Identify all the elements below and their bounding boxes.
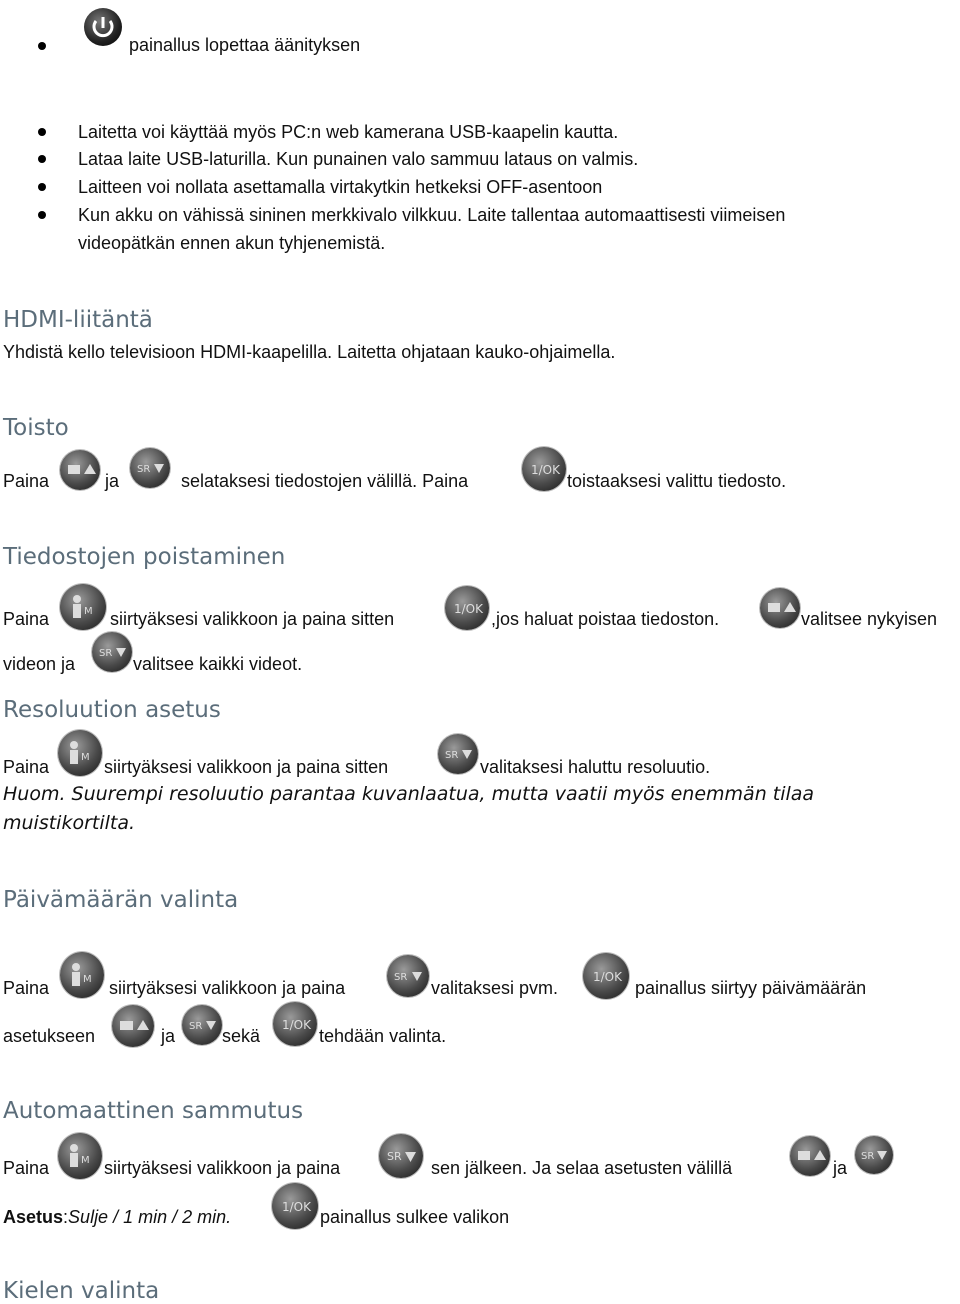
sammutus-text-2: sen jälkeen. Ja selaa asetusten välillä <box>431 1158 733 1178</box>
svg-text:SR: SR <box>189 1021 203 1032</box>
ja-label: ja <box>161 1026 176 1046</box>
svg-text:M: M <box>83 974 92 985</box>
svg-text:1/OK: 1/OK <box>282 1200 311 1214</box>
bullet-text: Laitetta voi käyttää myös PC:n web kamerana USB-kaapelin kautta. <box>78 122 619 142</box>
play-ok-button-icon <box>583 953 629 999</box>
paivamaara-text-2: valitaksesi pvm. <box>431 978 559 998</box>
record-down-button-icon <box>438 734 478 774</box>
hdmi-text: Yhdistä kello televisioon HDMI-kaapelilla. Laitetta ohjataan kauko-ohjaimella. <box>3 342 616 362</box>
svg-text:1/OK: 1/OK <box>454 602 483 616</box>
power-line-text: painallus lopettaa äänityksen <box>129 35 361 55</box>
bullet-dot <box>38 155 46 163</box>
bullet-dot <box>38 128 46 136</box>
paivamaara-text-4: asetukseen <box>3 1026 96 1046</box>
bullet-text: Kun akku on vähissä sininen merkkivalo vilkkuu. Laite tallentaa automaattisesti viimeisen <box>78 205 786 225</box>
camera-up-button-icon <box>112 1005 154 1047</box>
bullet-text: Laitteen voi nollata asettamalla virtakytkin hetkeksi OFF-asentoon <box>78 177 603 197</box>
sammutus-text-1: siirtyäksesi valikkoon ja paina <box>104 1158 341 1178</box>
ja-label: ja <box>833 1158 848 1178</box>
resoluutio-text-1: siirtyäksesi valikkoon ja paina sitten <box>104 757 389 777</box>
svg-text:SR: SR <box>445 750 459 761</box>
play-ok-button-icon <box>272 1183 318 1229</box>
asetus-label: Asetus <box>3 1207 64 1227</box>
poisto-text-4: videon ja <box>3 654 76 674</box>
toisto-heading: Toisto <box>3 415 69 441</box>
svg-text:M: M <box>81 1155 90 1166</box>
paivamaara-text-1: siirtyäksesi valikkoon ja paina <box>109 978 346 998</box>
svg-text:1/OK: 1/OK <box>593 970 622 984</box>
asetus-colon: : <box>63 1207 69 1227</box>
paivamaara-heading: Päivämäärän valinta <box>3 887 239 913</box>
resoluutio-text-2: valitaksesi haluttu resoluutio. <box>480 757 711 777</box>
asetus-value: Sulje / 1 min / 2 min. <box>68 1207 232 1227</box>
svg-text:1/OK: 1/OK <box>282 1018 311 1032</box>
play-ok-button-icon <box>445 586 489 630</box>
bullet-dot <box>38 211 46 219</box>
record-down-button-icon <box>92 632 132 672</box>
poisto-heading: Tiedostojen poistaminen <box>3 544 286 570</box>
record-down-button-icon <box>855 1136 893 1174</box>
svg-text:SR: SR <box>387 1150 402 1163</box>
power-button-icon <box>84 8 122 46</box>
poisto-text-2: ,jos haluat poistaa tiedoston. <box>491 609 720 629</box>
menu-button-icon <box>58 730 102 776</box>
toisto-text-2: toistaaksesi valittu tiedosto. <box>567 471 787 491</box>
ja-label: ja <box>105 471 120 491</box>
poisto-text-3: valitsee nykyisen <box>801 609 938 629</box>
svg-text:SR: SR <box>394 972 408 983</box>
resoluutio-note-line-1: Huom. Suurempi resoluutio parantaa kuvanlaatua, mutta vaatii myös enemmän tilaa <box>3 783 815 805</box>
record-down-button-icon <box>379 1134 423 1178</box>
svg-text:SR: SR <box>861 1151 875 1162</box>
paina-label: Paina <box>3 757 50 777</box>
sammutus-text-3: painallus sulkee valikon <box>320 1207 510 1227</box>
resoluutio-note-line-2: muistikortilta. <box>3 812 136 834</box>
asetus-line <box>3 1206 231 1228</box>
paina-label: Paina <box>3 609 50 629</box>
sammutus-heading: Automaattinen sammutus <box>3 1098 304 1124</box>
poisto-text-1: siirtyäksesi valikkoon ja paina sitten <box>110 609 395 629</box>
paivamaara-text-6: tehdään valinta. <box>319 1026 447 1046</box>
bullet-dot <box>38 42 46 50</box>
paina-label: Paina <box>3 471 50 491</box>
paina-label: Paina <box>3 978 50 998</box>
camera-up-button-icon <box>760 588 800 628</box>
camera-up-button-icon <box>790 1136 830 1176</box>
bullet-text: Lataa laite USB-laturilla. Kun punainen valo sammuu lataus on valmis. <box>78 149 639 169</box>
play-ok-button-icon <box>522 447 566 491</box>
record-down-button-icon <box>130 448 170 488</box>
menu-button-icon <box>58 1133 102 1179</box>
record-down-button-icon <box>387 955 429 997</box>
camera-up-button-icon <box>60 450 100 490</box>
kieli-heading: Kielen valinta <box>3 1278 160 1304</box>
menu-button-icon <box>60 952 104 998</box>
svg-text:M: M <box>81 752 90 763</box>
svg-text:SR: SR <box>99 648 113 659</box>
poisto-text-5: valitsee kaikki videot. <box>133 654 303 674</box>
paivamaara-text-3: painallus siirtyy päivämäärän <box>635 978 867 998</box>
bullet-dot <box>38 183 46 191</box>
svg-text:1/OK: 1/OK <box>531 463 560 477</box>
hdmi-heading: HDMI-liitäntä <box>3 307 153 333</box>
menu-button-icon <box>60 584 106 630</box>
paina-label: Paina <box>3 1158 50 1178</box>
record-down-button-icon <box>182 1005 222 1045</box>
svg-text:M: M <box>84 606 93 617</box>
paivamaara-text-5: sekä <box>222 1026 261 1046</box>
bullet-text-continued: videopätkän ennen akun tyhjenemistä. <box>78 233 386 253</box>
toisto-text-1: selataksesi tiedostojen välillä. Paina <box>181 471 469 491</box>
play-ok-button-icon <box>273 1002 317 1046</box>
resoluutio-heading: Resoluution asetus <box>3 697 221 723</box>
svg-text:SR: SR <box>137 464 151 475</box>
